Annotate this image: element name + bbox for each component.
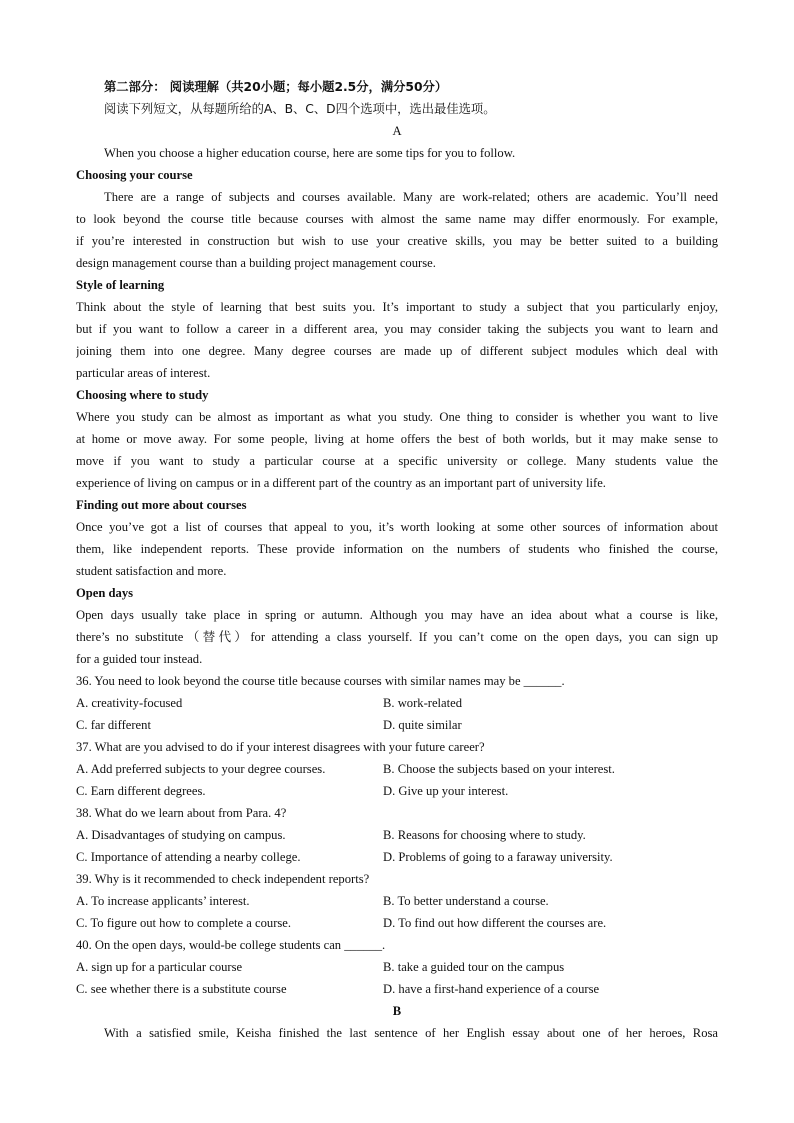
paragraph-line: move if you want to study a particular course at a specific university or college. Many students value the — [76, 454, 718, 468]
paragraph-line: for a guided tour instead. — [76, 652, 203, 666]
option-c: C. far different — [76, 718, 151, 732]
section-instruction: 阅读下列短文，从每题所给的A、B、C、D四个选项中，选出最佳选项。 — [104, 102, 496, 116]
paragraph-line: particular areas of interest. — [76, 366, 211, 380]
option-b: B. To better understand a course. — [383, 894, 549, 908]
option-b: B. take a guided tour on the campus — [383, 960, 565, 974]
passage-a-intro: When you choose a higher education course, here are some tips for you to follow. — [104, 146, 516, 160]
option-c: C. Earn different degrees. — [76, 784, 206, 798]
question-38 — [76, 802, 718, 868]
exam-page — [76, 76, 718, 1044]
passage-a-section-where-study — [76, 384, 718, 494]
option-d: D. Give up your interest. — [383, 784, 509, 798]
paragraph-line: Open days usually take place in spring or autumn. Although you may have an idea about what a course is like, — [76, 608, 718, 622]
paragraph-line: Once you’ve got a list of courses that appeal to you, it’s worth looking at some other sources of information about — [76, 520, 718, 534]
paragraph-line: Where you study can be almost as important as what you study. One thing to consider is whether you want to live — [76, 410, 718, 424]
option-a: A. creativity-focused — [76, 696, 183, 710]
paragraph-line: student satisfaction and more. — [76, 564, 227, 578]
question-stem: 38. What do we learn about from Para. 4? — [76, 806, 287, 820]
option-c: C. see whether there is a substitute course — [76, 982, 287, 996]
paragraph-line: joining them into one degree. Many degree courses are made up of different subject modules which deal with — [76, 344, 718, 358]
passage-a-section-style-learning — [76, 274, 718, 384]
paragraph-line: There are a range of subjects and courses available. Many are work-related; others are academic. You’ll need — [104, 190, 718, 204]
section-heading: Open days — [76, 586, 134, 600]
question-stem: 39. Why is it recommended to check independent reports? — [76, 872, 370, 886]
option-d: D. To find out how different the courses are. — [383, 916, 607, 930]
option-a: A. sign up for a particular course — [76, 960, 243, 974]
option-a: A. To increase applicants’ interest. — [76, 894, 250, 908]
question-37 — [76, 736, 718, 802]
option-b: B. work-related — [383, 696, 463, 710]
question-stem: 40. On the open days, would-be college students can ______. — [76, 938, 386, 952]
option-b: B. Choose the subjects based on your interest. — [383, 762, 615, 776]
option-d: D. have a first-hand experience of a course — [383, 982, 600, 996]
section-heading: Choosing where to study — [76, 388, 209, 402]
question-36 — [76, 670, 718, 736]
question-39 — [76, 868, 718, 934]
passage-a-label: A — [392, 124, 402, 138]
paragraph-line: design management course than a building project management course. — [76, 256, 436, 270]
option-c: C. Importance of attending a nearby college. — [76, 850, 301, 864]
paragraph-line: them, like independent reports. These provide information on the numbers of students who finished the course, — [76, 542, 718, 556]
paragraph-line: if you’re interested in construction but wish to use your creative skills, you may be better suited to a building — [76, 234, 718, 248]
section-heading: Choosing your course — [76, 168, 193, 182]
paragraph-line: there’s no substitute（替代）for attending a class yourself. If you can’t come on the open days, you can sign up — [76, 630, 718, 644]
passage-a-section-finding-more — [76, 494, 718, 582]
paragraph-line: Think about the style of learning that best suits you. It’s important to study a subject that you particularly enjoy, — [76, 300, 718, 314]
option-a: A. Add preferred subjects to your degree courses. — [76, 762, 326, 776]
question-stem: 37. What are you advised to do if your interest disagrees with your future career? — [76, 740, 485, 754]
question-40 — [76, 934, 718, 1000]
passage-b-first-line: With a satisfied smile, Keisha finished the last sentence of her English essay about one of her heroes, Rosa — [104, 1026, 718, 1040]
option-c: C. To figure out how to complete a course. — [76, 916, 292, 930]
section-title: 第二部分： 阅读理解（共20小题；每小题2.5分，满分50分） — [104, 80, 448, 94]
section-heading: Style of learning — [76, 278, 165, 292]
paragraph-line: to look beyond the course title because courses with almost the same name may differ enormously. For example, — [76, 212, 718, 226]
passage-b-label: B — [392, 1004, 402, 1018]
paragraph-line: at home or move away. For some people, living at home offers the best of both worlds, but it may make sense to — [76, 432, 718, 446]
section-heading: Finding out more about courses — [76, 498, 247, 512]
passage-a-section-choosing-course — [76, 164, 718, 274]
paragraph-line: experience of living on campus or in a different part of the country as an important part of university life. — [76, 476, 606, 490]
option-d: D. Problems of going to a faraway university. — [383, 850, 613, 864]
option-b: B. Reasons for choosing where to study. — [383, 828, 586, 842]
passage-a-section-open-days — [76, 582, 718, 670]
option-d: D. quite similar — [383, 718, 462, 732]
option-a: A. Disadvantages of studying on campus. — [76, 828, 286, 842]
paragraph-line: but if you want to follow a career in a different area, you may consider taking the subjects you want to learn and — [76, 322, 718, 336]
question-stem: 36. You need to look beyond the course title because courses with similar names may be ______. — [76, 674, 565, 688]
